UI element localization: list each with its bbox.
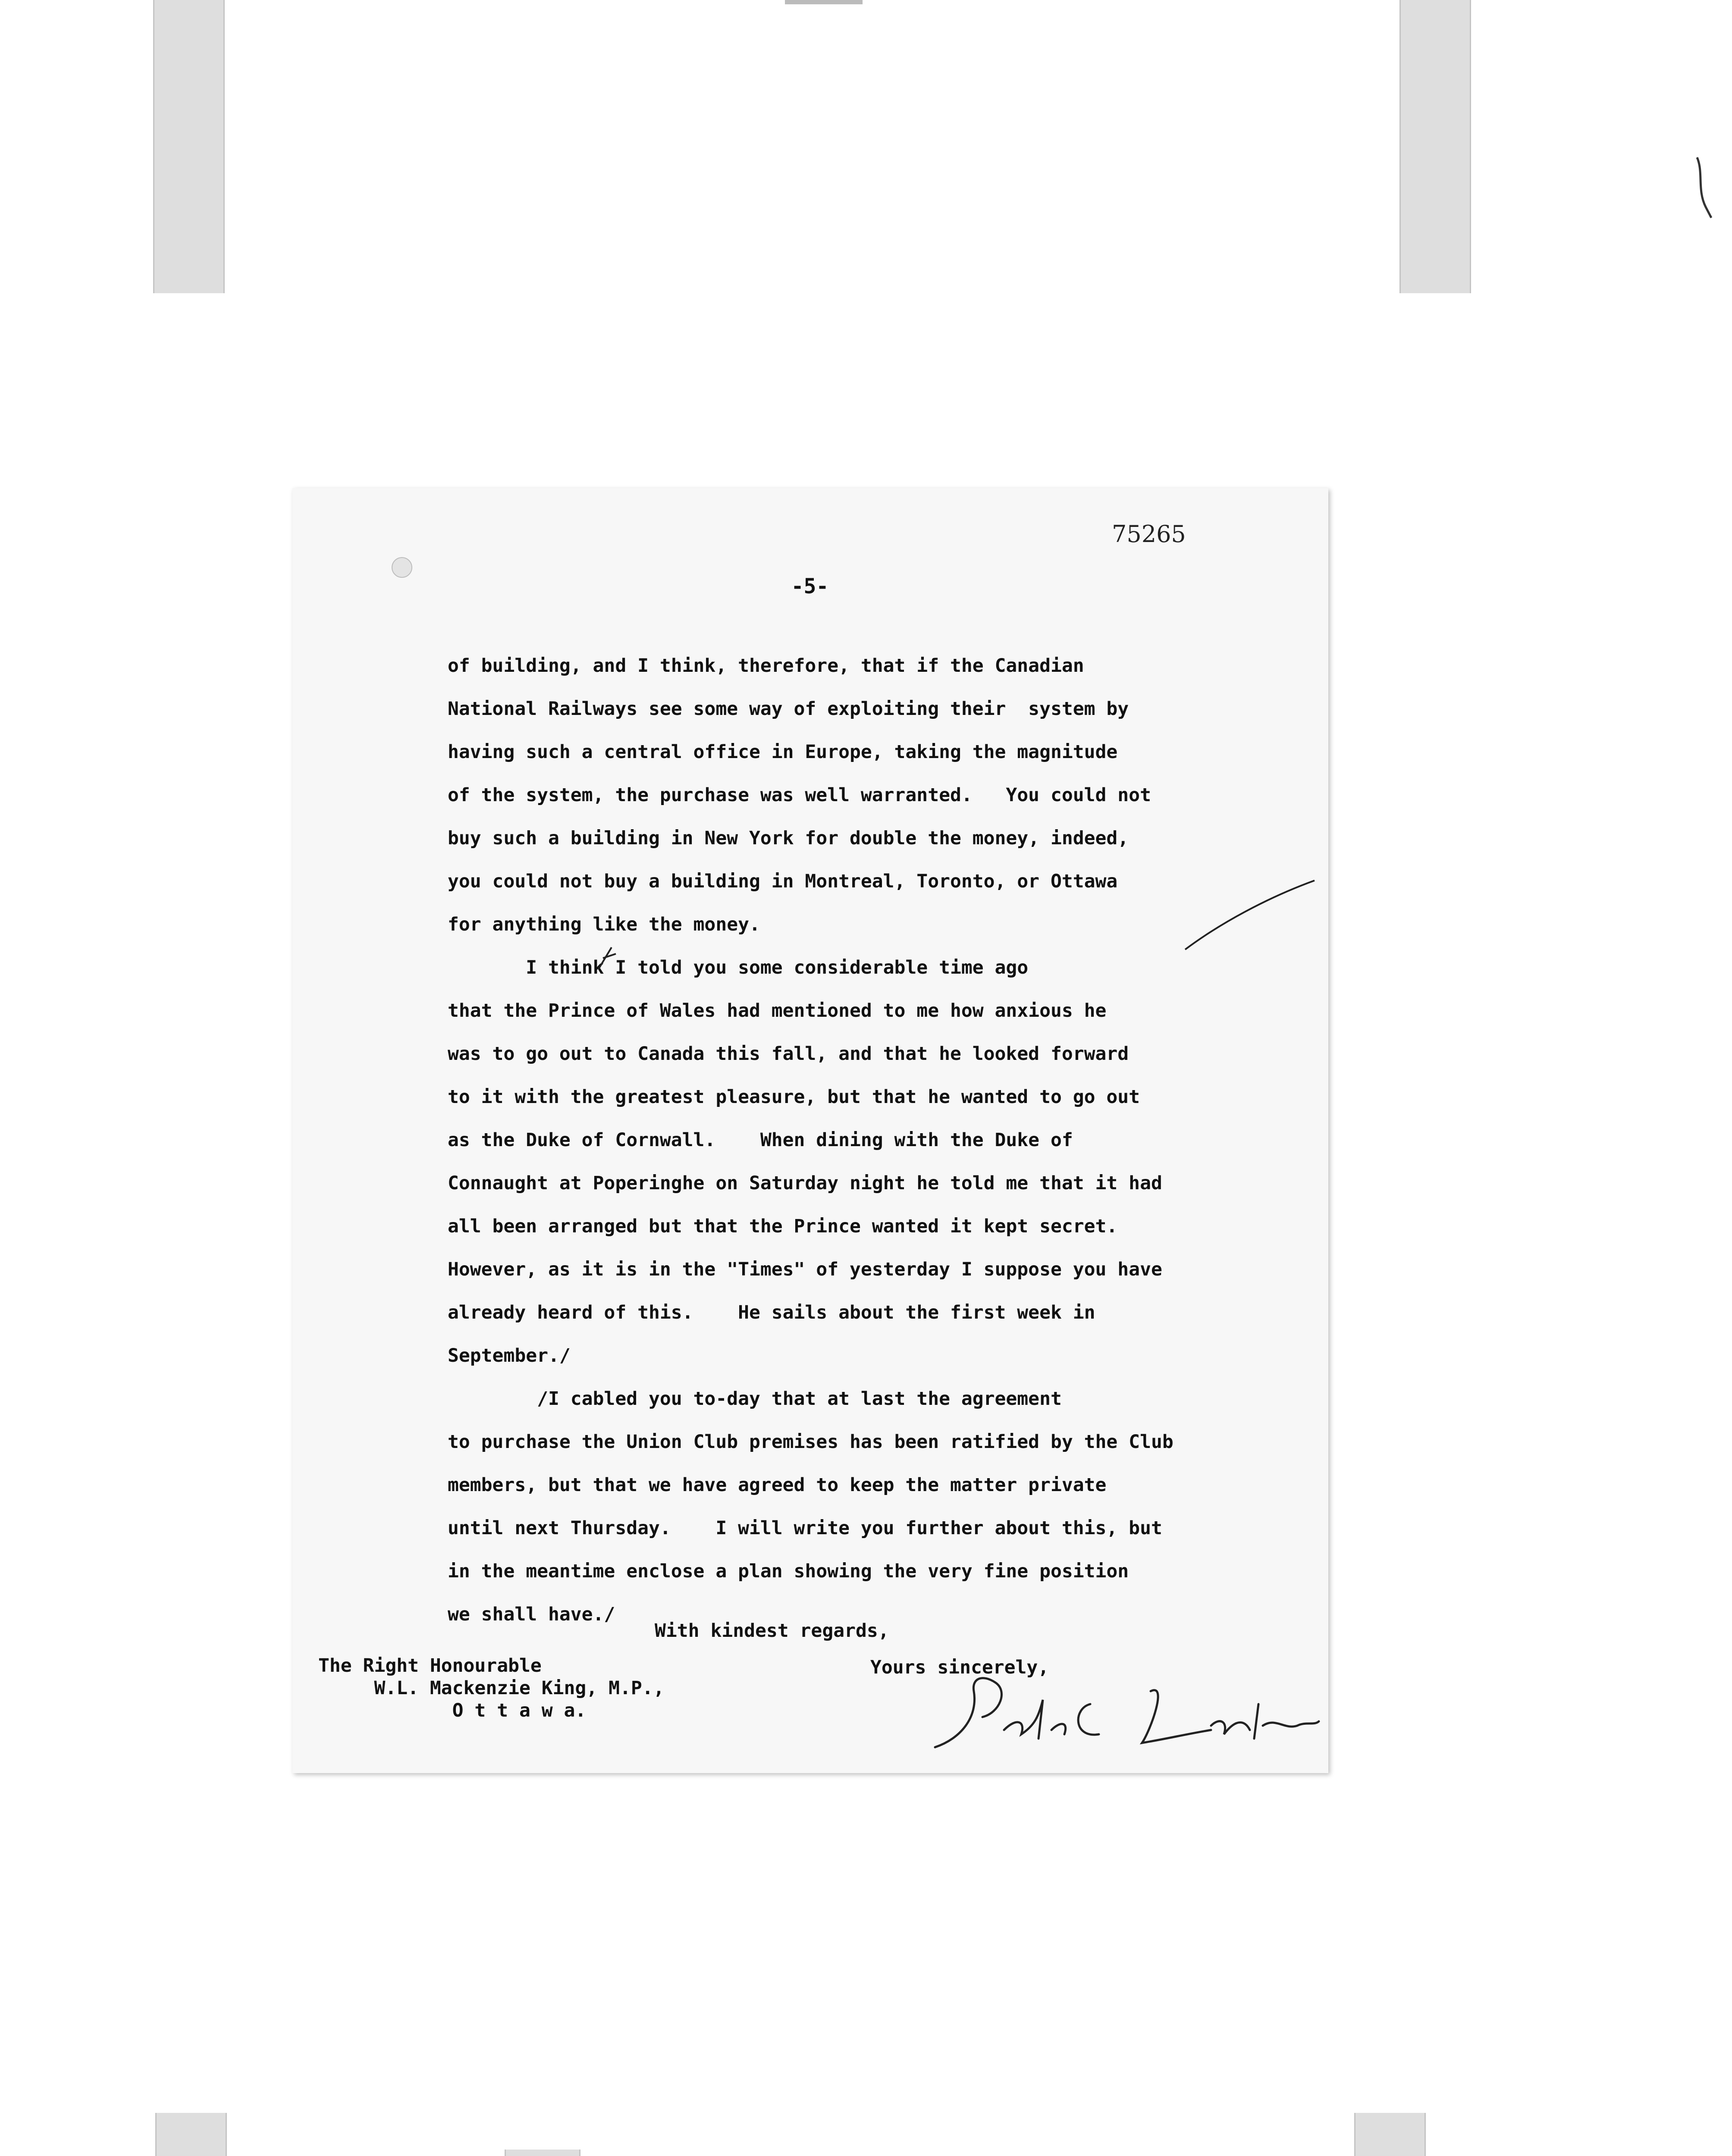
film-edge-mark-right [1695,155,1712,220]
letter-body [448,644,1306,1636]
mounting-tape-top-left [153,0,225,293]
body-line: September./ [448,1345,571,1366]
punch-hole [392,557,412,578]
body-line: of the system, the purchase was well warranted. You could not [448,784,1151,806]
body-line: to purchase the Union Club premises has been ratified by the Club [448,1431,1173,1453]
body-line: that the Prince of Wales had mentioned to me how anxious he [448,1000,1107,1022]
body-line: I think I told you some considerable time ago [448,957,1029,978]
body-line: having such a central office in Europe, taking the magnitude [448,741,1118,763]
paragraph-tick-mark [594,945,620,971]
body-line: However, as it is in the "Times" of yesterday I suppose you have [448,1259,1162,1280]
addressee-line: O t t a w a. [318,1700,587,1721]
body-line: National Railways see some way of exploiting their system by [448,698,1129,720]
body-line: buy such a building in New York for double the money, indeed, [448,827,1129,849]
addressee-line: The Right Honourable [318,1655,542,1677]
page-number: -5- [791,574,829,599]
closing-salutation: With kindest regards, [655,1620,889,1642]
addressee-line: W.L. Mackenzie King, M.P., [318,1677,665,1699]
mounting-tape-bottom-right [1354,2113,1426,2156]
body-line: all been arranged but that the Prince wanted it kept secret. [448,1216,1118,1237]
addressee-block [318,1655,879,1722]
body-line: already heard of this. He sails about the first week in [448,1302,1095,1323]
body-line: for anything like the money. [448,914,760,935]
handwritten-signature [909,1665,1323,1756]
mounting-tape-top-right [1399,0,1471,293]
margin-pencil-mark [1181,872,1319,954]
body-line: to it with the greatest pleasure, but that he wanted to go out [448,1086,1140,1108]
body-line: /I cabled you to-day that at last the agreement [448,1388,1062,1410]
body-line: of building, and I think, therefore, that if the Canadian [448,655,1084,677]
body-line: as the Duke of Cornwall. When dining with the Duke of [448,1129,1073,1151]
body-line: Connaught at Poperinghe on Saturday night he told me that it had [448,1172,1162,1194]
body-line: until next Thursday. I will write you further about this, but [448,1517,1162,1539]
body-line: we shall have./ [448,1604,615,1625]
film-edge-mark-top [785,0,863,4]
body-line: in the meantime enclose a plan showing the very fine position [448,1561,1129,1582]
body-line: was to go out to Canada this fall, and that he looked forward [448,1043,1129,1065]
letter-page [292,488,1328,1773]
body-line: you could not buy a building in Montreal, Toronto, or Ottawa [448,871,1118,892]
sign-off: Yours sincerely, [870,1657,1049,1678]
document-number: 75265 [1112,520,1186,548]
body-line: members, but that we have agreed to keep the matter private [448,1474,1107,1496]
mounting-tape-bottom-left [155,2113,227,2156]
mounting-tape-bottom-center [505,2150,580,2156]
